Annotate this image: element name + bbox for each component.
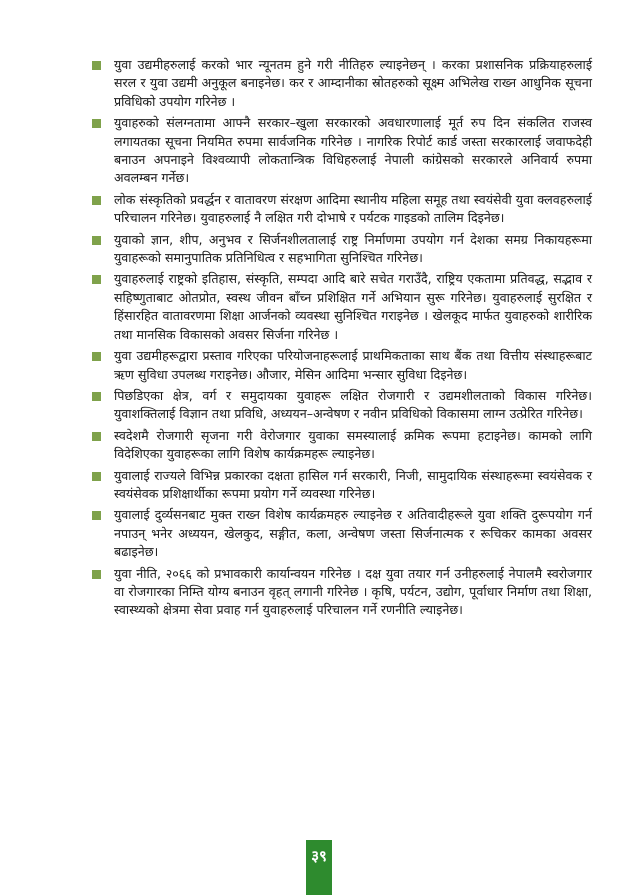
list-item-text: युवाको ज्ञान, शीप, अनुभव र सिर्जनशीलतालाई राष्ट्र निर्माणमा उपयोग गर्न देशका समग्र निकायहरूमा युवाहरूको समानुपातिक प्रतिनिधित्व र सहभागिता सुनिश्चित गरिनेछ। <box>114 231 592 266</box>
list-item <box>92 347 592 384</box>
square-bullet-icon <box>92 196 101 205</box>
list-item <box>92 387 592 424</box>
square-bullet-icon <box>92 570 101 579</box>
bullet-list <box>92 56 592 623</box>
list-item <box>92 427 592 464</box>
square-bullet-icon <box>92 236 101 245</box>
square-bullet-icon <box>92 472 101 481</box>
square-bullet-icon <box>92 275 101 284</box>
square-bullet-icon <box>92 119 101 128</box>
list-item <box>92 270 592 344</box>
list-item-text: युवा नीति, २०६६ को प्रभावकारी कार्यान्वयन गरिनेछ । दक्ष युवा तयार गर्न उनीहरुलाई नेपालमै स्वरोजगार वा रोजगारका निम्ति योग्य बनाउन वृहत् लगानी गरिनेछ । कृषि, पर्यटन, उद्योग, पूर्वाधार निर्माण तथा शिक्षा, स्वास्थ्यको क्षेत्रमा सेवा प्रवाह गर्न युवाहरुलाई परिचालन गर्ने रणनीति ल्याइनेछ। <box>114 565 592 618</box>
list-item-text: युवा उद्यमीहरूद्वारा प्रस्ताव गरिएका परियोजनाहरूलाई प्राथमिकताका साथ बैंक तथा वित्तीय संस्थाहरूबाट ऋण सुविधा उपलब्ध गराइनेछ। औजार, मेसिन आदिमा भन्सार सुविधा दिइनेछ। <box>114 348 592 382</box>
list-item <box>92 467 592 504</box>
list-item <box>92 506 592 561</box>
list-item <box>92 114 592 188</box>
list-item-text: स्वदेशमै रोजगारी सृजना गरी वेरोजगार युवाका समस्यालाई क्रमिक रूपमा हटाइनेछ। कामको लागि विदेशिएका युवाहरूका लागि विशेष कार्यक्रमहरू ल्याइनेछ। <box>114 427 592 462</box>
list-item-text: युवाहरुको संलग्नतामा आफ्नै सरकार–खुला सरकारको अवधारणालाई मूर्त रुप दिन संकलित राजस्व लगायतका सूचना नियमित रुपमा सार्वजनिक गरिनेछ । नागरिक रिपोर्ट कार्ड जस्ता सरकारलाई जवाफदेही बनाउन अपनाइने विश्वव्यापी लोकतान्त्रिक विधिहरुलाई नेपाली कांग्रेसको सरकारले अनिवार्य रुपमा अवलम्बन गर्नेछ। <box>114 115 592 186</box>
list-item <box>92 231 592 268</box>
page-number: ३९ <box>306 840 332 895</box>
list-item <box>92 565 592 620</box>
square-bullet-icon <box>92 352 101 361</box>
square-bullet-icon <box>92 511 101 520</box>
list-item <box>92 191 592 228</box>
square-bullet-icon <box>92 61 101 70</box>
list-item-text: युवाहरुलाई राष्ट्रको इतिहास, संस्कृति, सम्पदा आदि बारे सचेत गराउँदै, राष्ट्रिय एकतामा प्रतिवद्ध, सद्भाव र सहिष्णुताबाट ओतप्रोत, स्वस्थ जीवन बाँच्न प्रशिक्षित गर्ने अभियान सुरू गरिनेछ। युवाहरुलाई सुरक्षित र हिंसारहित वातावरणमा शिक्षा आर्जनको व्यवस्था सुनिश्चित गराइनेछ । खेलकूद मार्फत युवाहरुको शारीरिक तथा मानसिक विकासको अवसर सिर्जना गरिनेछ । <box>114 271 592 342</box>
square-bullet-icon <box>92 432 101 441</box>
list-item-text: युवा उद्यमीहरुलाई करको भार न्यूनतम हुने गरी नीतिहरु ल्याइनेछन् । करका प्रशासनिक प्रक्रियाहरुलाई सरल र युवा उद्यमी अनुकूल बनाइनेछ। कर र आम्दानीका स्रोतहरुको सूक्ष्म अभिलेख राख्न आधुनिक सूचना प्रविधिको उपयोग गरिनेछ । <box>114 57 592 109</box>
list-item-text: युवालाई राज्यले विभिन्न प्रकारका दक्षता हासिल गर्न सरकारी, निजी, सामुदायिक संस्थाहरूमा स्वयंसेवक र स्वयंसेवक प्रशिक्षार्थीका रूपमा प्रयोग गर्ने व्यवस्था गरिनेछ। <box>114 467 592 501</box>
square-bullet-icon <box>92 392 101 401</box>
list-item-text: युवालाई दुर्व्यसनबाट मुक्त राख्न विशेष कार्यक्रमहरु ल्याइनेछ र अतिवादीहरूले युवा शक्ति दुरूपयोग गर्न नपाउन् भनेर अध्ययन, खेलकुद, सङ्गीत, कला, अन्वेषण जस्ता सिर्जनात्मक र रूचिकर कामका अवसर बढाइनेछ। <box>114 507 592 560</box>
list-item-text: लोक संस्कृतिको प्रवर्द्धन र वातावरण संरक्षण आदिमा स्थानीय महिला समूह तथा स्वयंसेवी युवा क्लवहरुलाई परिचालन गरिनेछ। युवाहरुलाई नै लक्षित गरी दोभाषे र पर्यटक गाइडको तालिम दिइनेछ। <box>114 191 592 226</box>
list-item <box>92 56 592 111</box>
list-item-text: पिछडिएका क्षेत्र, वर्ग र समुदायका युवाहरू लक्षित रोजगारी र उद्यमशीलताको विकास गरिनेछ। युवाशक्तिलाई विज्ञान तथा प्रविधि, अध्ययन–अन्वेषण र नवीन प्रविधिको विकासमा लाग्न उत्प्रेरित गरिनेछ। <box>114 387 592 422</box>
